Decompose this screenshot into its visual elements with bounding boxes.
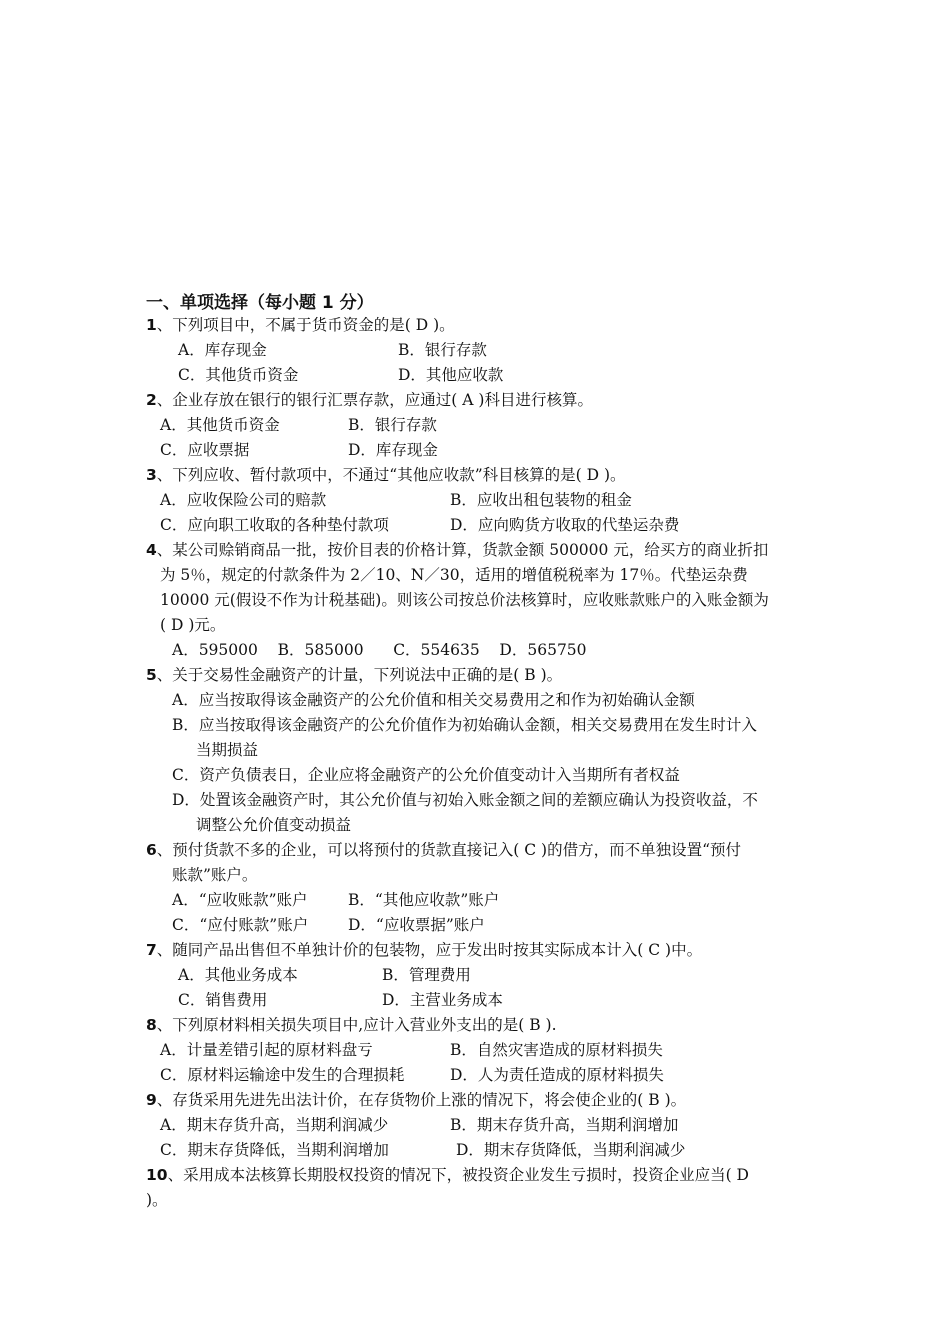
question-number: 7 [146, 941, 157, 959]
question-5 [146, 663, 562, 688]
question-8 [146, 1013, 557, 1038]
option-d: D．人为责任造成的原材料损失 [450, 1066, 664, 1084]
option-d: D．其他应收款 [398, 366, 504, 384]
option-b: B．管理费用 [382, 966, 471, 984]
question-number: 2 [146, 391, 157, 409]
question-number: 8 [146, 1016, 157, 1034]
question-text-line: 为 5％，规定的付款条件为 2／10、N／30，适用的增值税税率为 17％。代垫运杂费 [160, 566, 748, 584]
question-number: 5 [146, 666, 157, 684]
option-d-continued: 调整公允价值变动损益 [196, 816, 352, 834]
question-text-line: 10000 元(假设不作为计税基础)。则该公司按总价法核算时，应收账款账户的入账金额为 [160, 591, 769, 609]
question-3 [146, 463, 626, 488]
option-c: C．销售费用 [178, 991, 268, 1009]
question-text-line: 、某公司赊销商品一批，按价目表的价格计算，货款金额 500000 元，给买方的商业折扣 [156, 541, 769, 559]
question-text-line: 、预付货款不多的企业，可以将预付的货款直接记入( C )的借方，而不单独设置“预付 [156, 841, 742, 859]
option-d: D．库存现金 [348, 441, 438, 459]
option-d: D．主营业务成本 [382, 991, 503, 1009]
question-text-line: 账款”账户。 [172, 866, 258, 884]
section-title: 一、单项选择（每小题 1 分） [146, 293, 374, 313]
option-a: A．其他货币资金 [160, 416, 280, 434]
question-text: 、下列项目中，不属于货币资金的是( D )。 [156, 316, 455, 334]
question-9 [146, 1088, 686, 1113]
option-a: A．计量差错引起的原材料盘亏 [160, 1041, 373, 1059]
option-c: C．应向职工收取的各种垫付款项 [160, 516, 389, 534]
question-text: 、存货采用先进先出法计价，在存货物价上涨的情况下，将会使企业的( B )。 [156, 1091, 687, 1109]
question-text: 、企业存放在银行的银行汇票存款，应通过( A )科目进行核算。 [156, 391, 593, 409]
question-number: 4 [146, 541, 157, 559]
question-text-line: ( D )元。 [160, 616, 226, 634]
option-c: C．期末存货降低，当期利润增加 [160, 1141, 389, 1159]
option-c: C．原材料运输途中发生的合理损耗 [160, 1066, 405, 1084]
question-text-line: 、采用成本法核算长期股权投资的情况下，被投资企业发生亏损时，投资企业应当( D [167, 1166, 749, 1184]
question-4 [146, 538, 768, 563]
option-a: A．库存现金 [178, 341, 267, 359]
option-c: C．资产负债表日，企业应将金融资产的公允价值变动计入当期所有者权益 [172, 766, 680, 784]
option-d: D．“应收票据”账户 [348, 916, 485, 934]
option-c: C．应收票据 [160, 441, 250, 459]
question-text: 、随同产品出售但不单独计价的包装物，应于发出时按其实际成本计入( C )中。 [156, 941, 703, 959]
question-number: 9 [146, 1091, 157, 1109]
option-d: D．期末存货降低，当期利润减少 [456, 1141, 686, 1159]
option-b: B．应当按取得该金融资产的公允价值作为初始确认金额，相关交易费用在发生时计入 [172, 716, 757, 734]
question-6 [146, 838, 741, 863]
options-row: A．595000 B．585000 C．554635 D．565750 [172, 641, 587, 659]
question-number: 10 [146, 1166, 168, 1184]
option-b: B．应收出租包装物的租金 [450, 491, 632, 509]
option-a: A．应当按取得该金融资产的公允价值和相关交易费用之和作为初始确认金额 [172, 691, 695, 709]
option-d: D．应向购货方收取的代垫运杂费 [450, 516, 680, 534]
option-b: B．期末存货升高，当期利润增加 [450, 1116, 679, 1134]
option-b: B．自然灾害造成的原材料损失 [450, 1041, 663, 1059]
option-a: A．其他业务成本 [178, 966, 298, 984]
option-b-continued: 当期损益 [196, 741, 259, 759]
question-number: 6 [146, 841, 157, 859]
question-10 [146, 1163, 749, 1188]
question-text: 、下列原材料相关损失项目中,应计入营业外支出的是( B ). [156, 1016, 557, 1034]
option-a: A．期末存货升高，当期利润减少 [160, 1116, 389, 1134]
question-text-line: )。 [146, 1191, 168, 1209]
option-a: A．“应收账款”账户 [172, 891, 308, 909]
option-c: C．其他货币资金 [178, 366, 299, 384]
question-number: 1 [146, 316, 157, 334]
option-c: C．“应付账款”账户 [172, 916, 309, 934]
question-text: 、关于交易性金融资产的计量，下列说法中正确的是( B )。 [156, 666, 563, 684]
question-7 [146, 938, 702, 963]
option-b: B．银行存款 [398, 341, 487, 359]
question-text: 、下列应收、暂付款项中，不通过“其他应收款”科目核算的是( D )。 [156, 466, 626, 484]
question-2 [146, 388, 593, 413]
question-number: 3 [146, 466, 157, 484]
question-1 [146, 313, 455, 338]
option-a: A．应收保险公司的赔款 [160, 491, 327, 509]
option-b: B．银行存款 [348, 416, 437, 434]
option-b: B．“其他应收款”账户 [348, 891, 500, 909]
option-d: D．处置该金融资产时，其公允价值与初始入账金额之间的差额应确认为投资收益，不 [172, 791, 758, 809]
